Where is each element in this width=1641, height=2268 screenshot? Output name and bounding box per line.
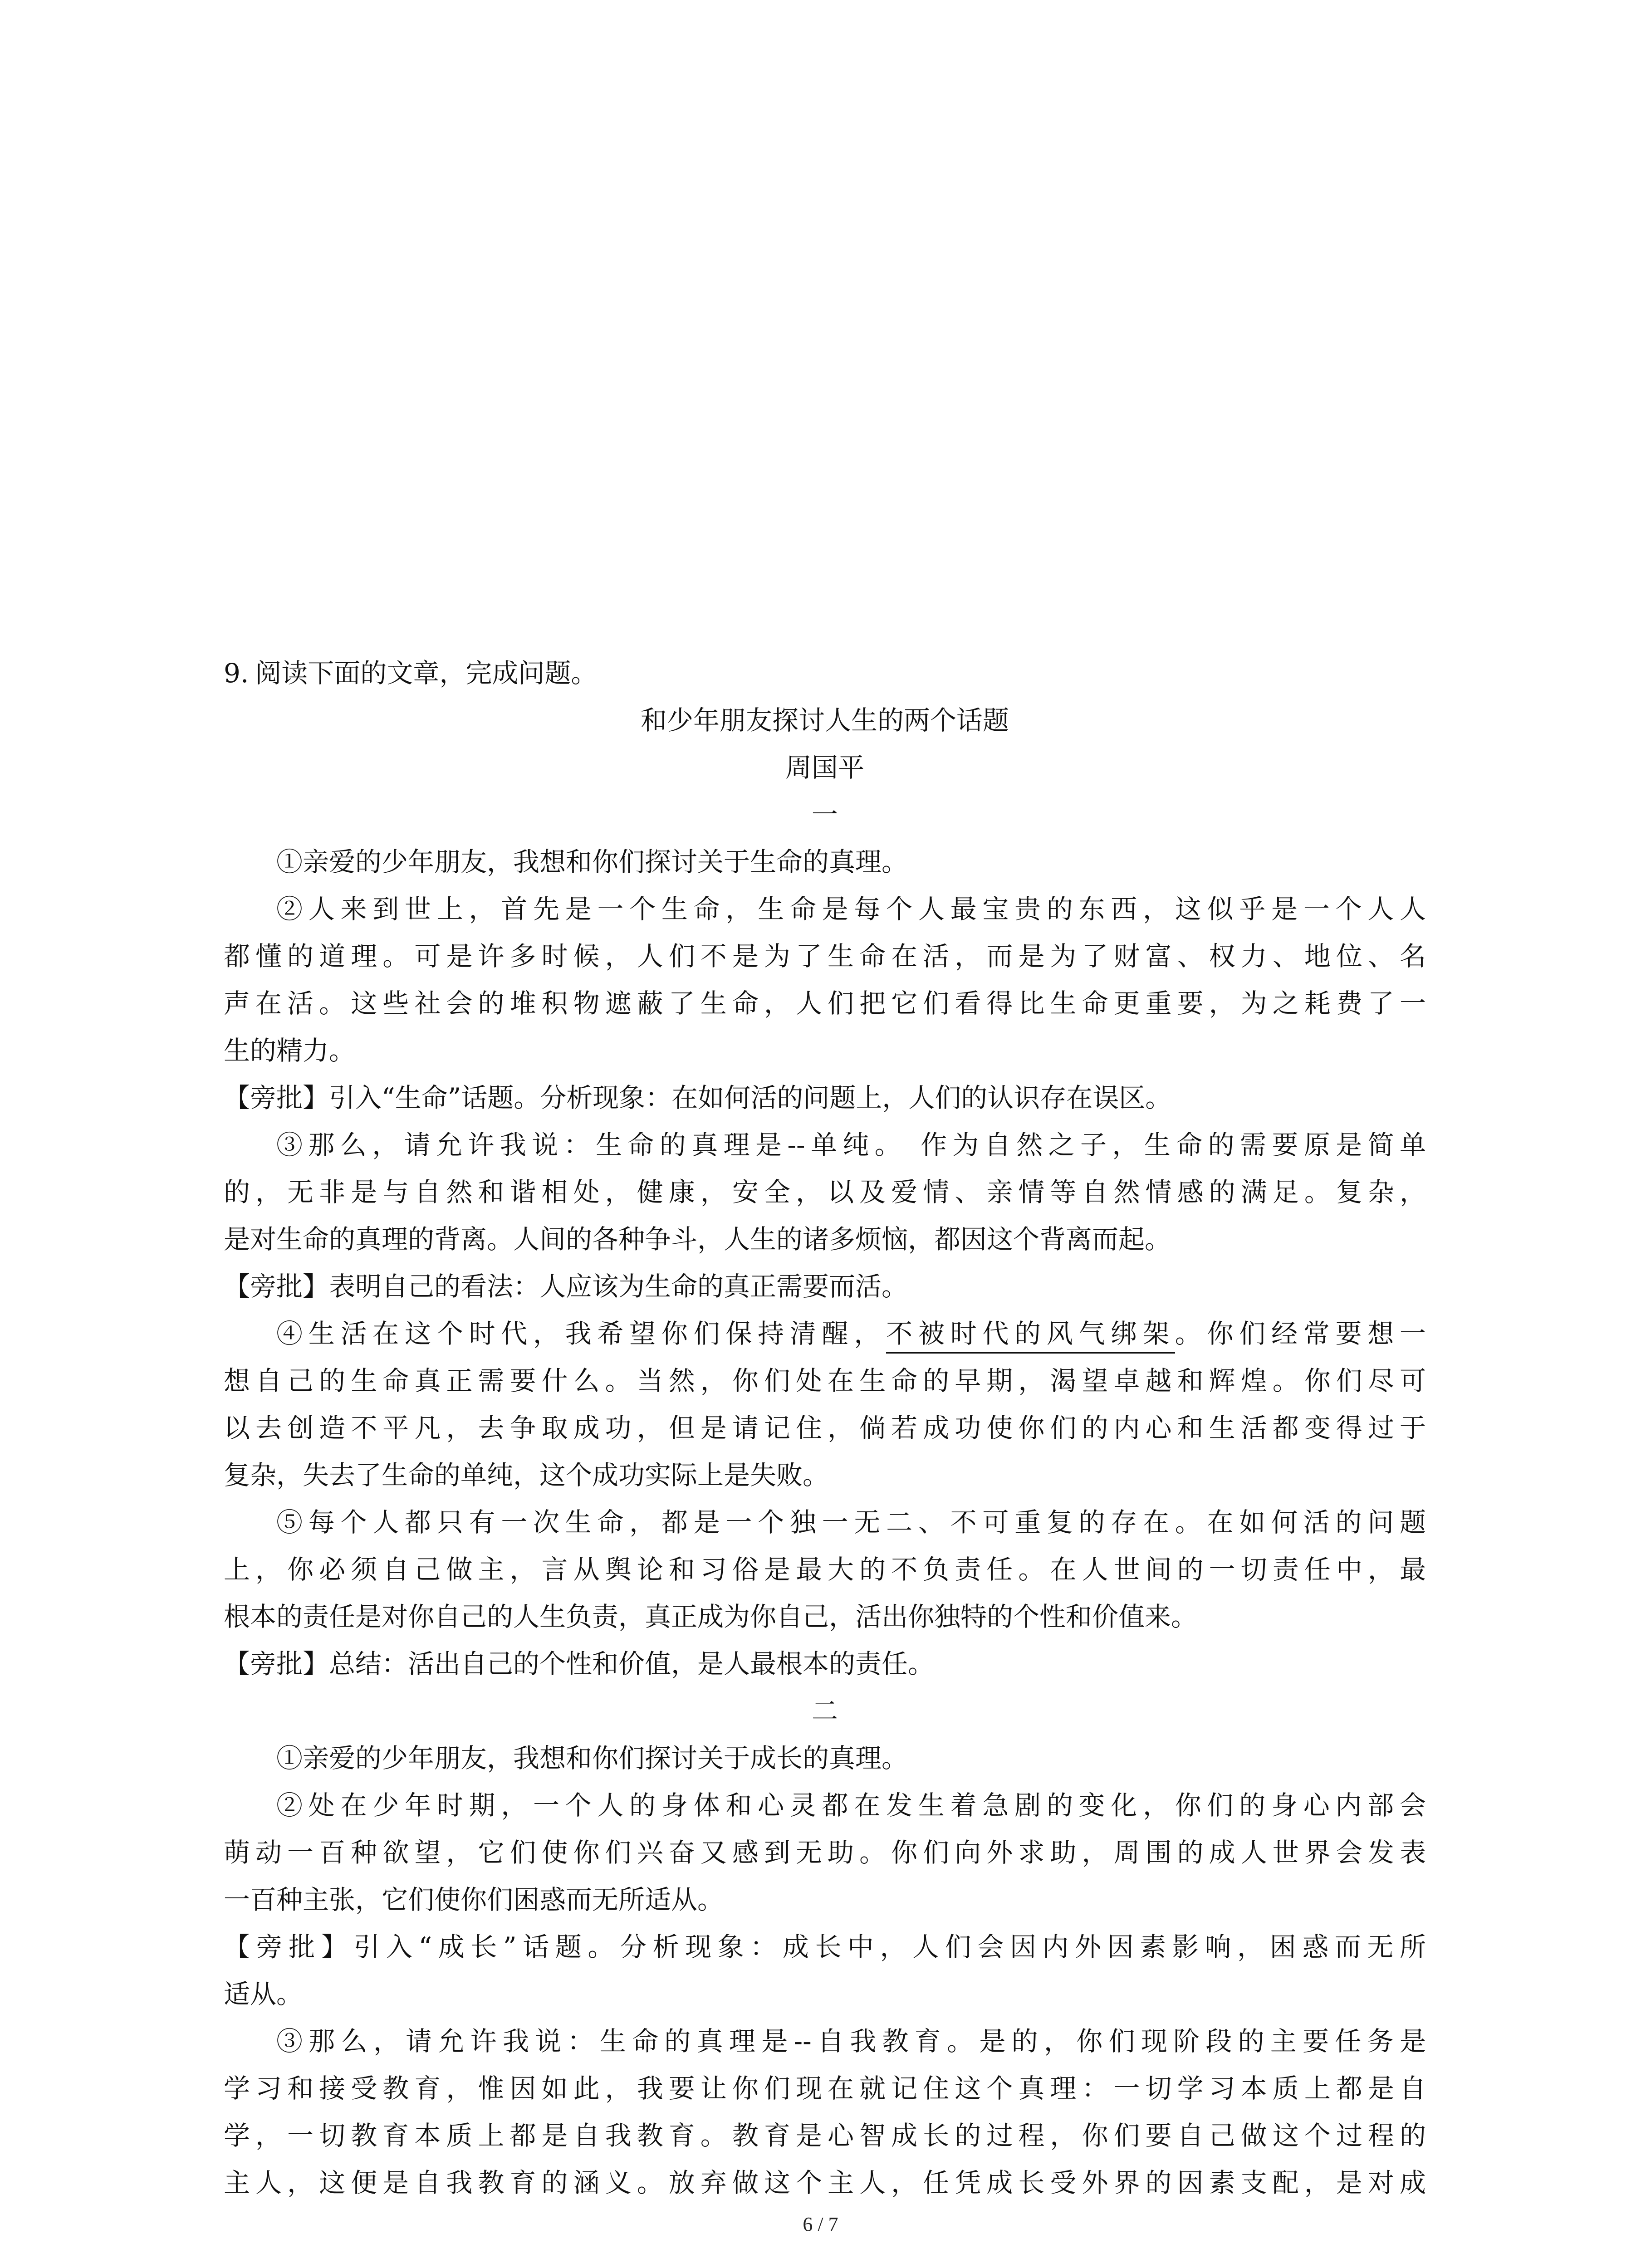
article-title: 和少年朋友探讨人生的两个话题 — [640, 705, 1009, 736]
margin-note: 【旁批】总结：活出自己的个性和价值，是人最根本的责任。 — [224, 1648, 935, 1679]
paragraph-text: ③那么，请允许我说：生命的真理是--自我教育。是的，你们现阶段的主要任务是 — [276, 2026, 1426, 2057]
section-heading-1: 一 — [811, 799, 838, 830]
section-heading-2: 二 — [811, 1696, 838, 1726]
paragraph-text: 以去创造不平凡，去争取成功，但是请记住，倘若成功使你们的内心和生活都变得过于 — [224, 1413, 1426, 1443]
question-line — [224, 650, 1426, 697]
paragraph-text: 想自己的生命真正需要什么。当然，你们处在生命的早期，渴望卓越和辉煌。你们尽可 — [224, 1365, 1426, 1396]
paragraph-text-segment: 。你们经常要想一 — [1175, 1318, 1426, 1349]
paragraph-text: 都懂的道理。可是许多时候，人们不是为了生命在活，而是为了财富、权力、地位、名 — [224, 941, 1426, 972]
paragraph-text — [224, 1310, 1426, 1357]
paragraph-text: ②处在少年时期，一个人的身体和心灵都在发生着急剧的变化，你们的身心内部会 — [276, 1790, 1426, 1821]
page-content — [224, 650, 1426, 2206]
margin-note: 【旁批】引入“生命”话题。分析现象：在如何活的问题上，人们的认识存在误区。 — [224, 1082, 1172, 1113]
margin-note: 【旁批】表明自己的看法：人应该为生命的真正需要而活。 — [224, 1271, 908, 1302]
paragraph-text: 学习和接受教育，惟因如此，我要让你们现在就记住这个真理：一切学习本质上都是自 — [224, 2073, 1426, 2104]
paragraph-text: 一百种主张，它们使你们困惑而无所适从。 — [224, 1884, 724, 1915]
paragraph-text: 生的精力。 — [224, 1035, 356, 1066]
paragraph-text: 学，一切教育本质上都是自我教育。教育是心智成长的过程，你们要自己做这个过程的 — [224, 2120, 1426, 2151]
paragraph-text: 是对生命的真理的背离。人间的各种争斗，人生的诸多烦恼，都因这个背离而起。 — [224, 1224, 1171, 1255]
paragraph-text: 复杂，失去了生命的单纯，这个成功实际上是失败。 — [224, 1460, 829, 1491]
paragraph-text: 的，无非是与自然和谐相处，健康，安全，以及爱情、亲情等自然情感的满足。复杂， — [224, 1177, 1426, 1207]
paragraph-text: ②人来到世上，首先是一个生命，生命是每个人最宝贵的东西，这似乎是一个人人 — [276, 894, 1426, 924]
article-author: 周国平 — [785, 752, 864, 783]
page-number: 6 / 7 — [803, 2213, 838, 2235]
question-number: 9. — [224, 658, 249, 689]
underlined-phrase: 不被时代的风气绑架 — [886, 1318, 1175, 1354]
paragraph-text: 声在活。这些社会的堆积物遮蔽了生命，人们把它们看得比生命更重要，为之耗费了一 — [224, 988, 1426, 1019]
paragraph-text: ①亲爱的少年朋友，我想和你们探讨关于成长的真理。 — [276, 1743, 908, 1774]
margin-note: 适从。 — [224, 1979, 303, 2009]
paragraph-text: ⑤每个人都只有一次生命，都是一个独一无二、不可重复的存在。在如何活的问题 — [276, 1507, 1426, 1538]
question-prompt: 阅读下面的文章，完成问题。 — [255, 658, 598, 689]
paragraph-text: 萌动一百种欲望，它们使你们兴奋又感到无助。你们向外求助，周围的成人世界会发表 — [224, 1837, 1426, 1868]
paragraph-text: ③那么，请允许我说：生命的真理是--单纯。 作为自然之子，生命的需要原是简单 — [276, 1129, 1426, 1160]
paragraph-text: 上，你必须自己做主，言从舆论和习俗是最大的不负责任。在人世间的一切责任中，最 — [224, 1554, 1426, 1585]
margin-note: 【旁批】引入“成长”话题。分析现象：成长中，人们会因内外因素影响，困惑而无所 — [224, 1931, 1426, 1962]
paragraph-text: 根本的责任是对你自己的人生负责，真正成为你自己，活出你独特的个性和价值来。 — [224, 1601, 1198, 1632]
paragraph-text: ①亲爱的少年朋友，我想和你们探讨关于生命的真理。 — [276, 846, 908, 877]
paragraph-text: 主人，这便是自我教育的涵义。放弃做这个主人，任凭成长受外界的因素支配，是对成 — [224, 2167, 1426, 2198]
paragraph-text-segment: ④生活在这个时代，我希望你们保持清醒， — [276, 1318, 887, 1349]
